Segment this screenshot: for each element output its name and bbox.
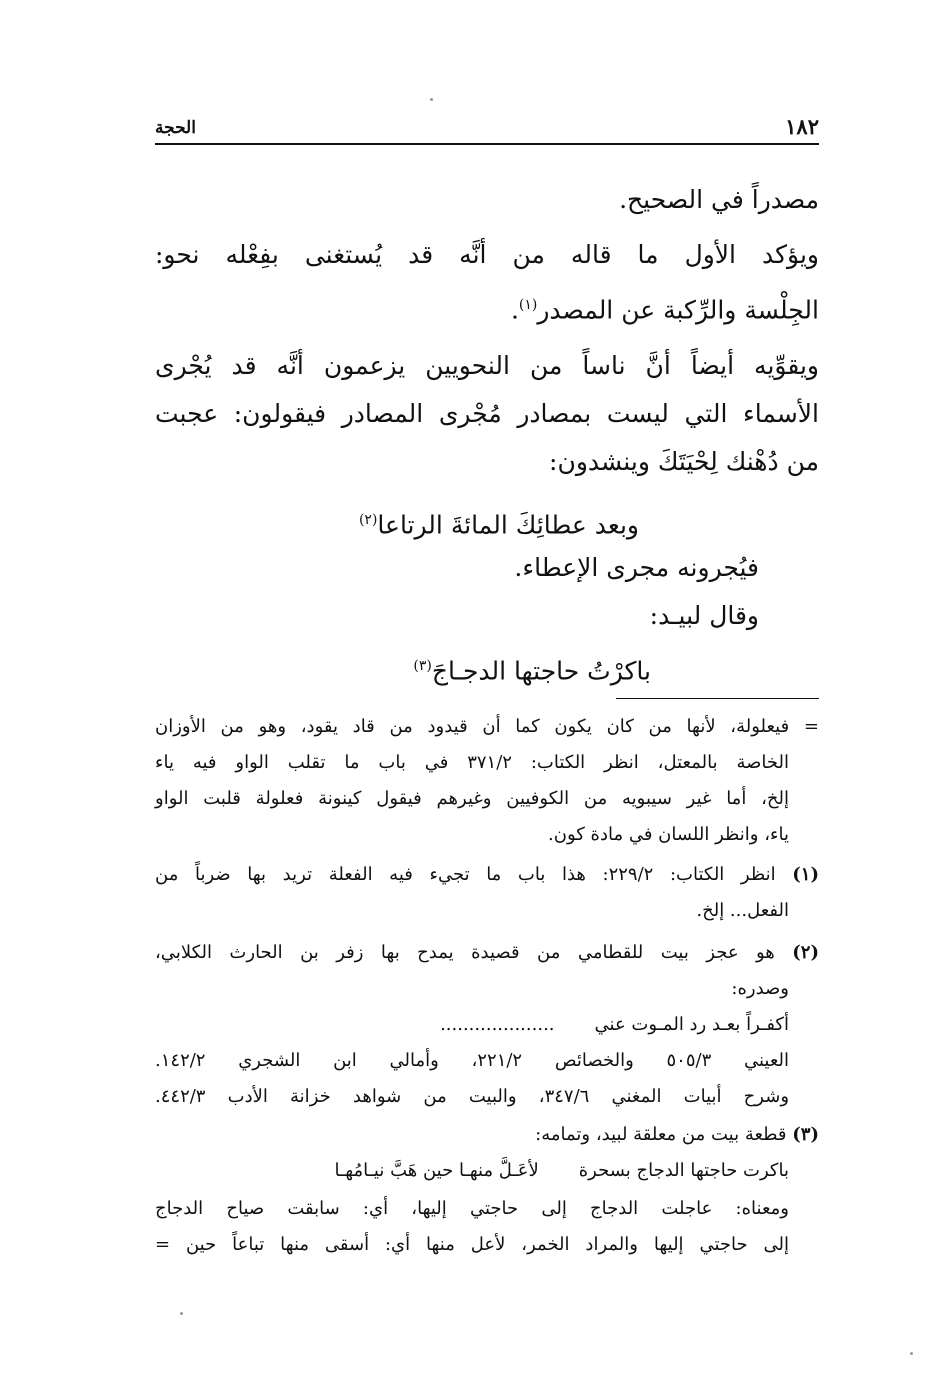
footnote-2-number: (٢) [792, 942, 819, 963]
footnote-3-verse [334, 1156, 789, 1186]
footnote-ref-1: (١) [518, 297, 538, 313]
scan-speck [180, 1312, 183, 1315]
verse-ellipsis: .................... [440, 1014, 555, 1035]
footnote-3-line-4: إلى حاجتي إليها والمراد الخمر، لأعل منها أي: أسقى منها تباعاً حين = [155, 1234, 789, 1255]
footnote-continued-line-2: الخاصة بالمعتل، انظر الكتاب: ٣٧١/٢ في باب ما تقلب الواو فيه ياء [155, 752, 789, 773]
verse-commentary: فيُجرونه مجرى الإعطاء. [514, 553, 759, 582]
footnote-2-text: هو عجز بيت للقطامي من قصيدة يمدح بها زفر بن الحارث الكلابي، [155, 942, 775, 963]
paragraph-2-line-1: ويؤكد الأول ما قاله من أنَّه قد يُستغنى بفِعْله نحو: [155, 240, 819, 269]
verse-first-half: باكرت حاجتها الدجاج بسحرة [578, 1160, 789, 1181]
footnote-3-line-1 [535, 1120, 819, 1150]
footnote-2-line-4: العيني ٥٠٥/٣ والخصائص ٢٢١/٢، وأمالي ابن الشجري ١٤٢/٢. [155, 1050, 789, 1071]
page-number: ١٨٢ [785, 114, 819, 139]
footnote-continued-line-3: إلخ، أما غير سيبويه من الكوفيين وغيرهم فيقول كينونة فعلولة قلبت الواو [155, 788, 789, 809]
footnote-2-line-2: وصدره: [731, 978, 789, 999]
paragraph-3-line-1: ويقوِّيه أيضاً أنَّ ناساً من النحويين يزعمون أنَّه قد يُجْرى [155, 351, 819, 380]
footnote-separator [616, 698, 819, 699]
scan-speck [430, 98, 433, 101]
footnote-1-line-1 [155, 860, 819, 890]
running-title: الحجة [155, 118, 196, 138]
footnote-2-line-5: وشرح أبيات المغني ٣٤٧/٦، والبيت من شواهد خزانة الأدب ٤٤٢/٣. [155, 1086, 790, 1107]
footnote-2-verse [440, 1010, 789, 1040]
lubaid-intro: وقال لبيـد: [649, 601, 759, 630]
footnote-continued-line-4: ياء، وانظر اللسان في مادة كون. [548, 824, 789, 845]
verse-text: وبعد عطائِكَ المائةَ الرتاعا [377, 510, 639, 540]
line-end: . [510, 295, 519, 325]
footnote-3-line-3: ومعناه: عاجلت الدجاج إلى حاجتي إليها، أي: سابقت صياح الدجاج [155, 1198, 789, 1219]
page-header [155, 112, 819, 144]
verse-2 [413, 646, 651, 691]
paragraph-2-line-2 [511, 285, 819, 330]
paragraph-1: مصدراً في الصحيح. [619, 185, 819, 214]
footnote-3-text: قطعة بيت من معلقة لبيد، وتمامه: [535, 1124, 787, 1145]
footnote-1-line-2: الفعل... إلخ. [696, 900, 789, 921]
footnote-continued-line-1: = فيعلولة، لأنها من كان يكون كما أن قيدود من قاد يقود، وهو من الأوزان [155, 716, 819, 737]
footnote-1-text: انظر الكتاب: ٢٢٩/٢: هذا باب ما تجيء فيه الفعلة تريد بها ضرباً من [155, 864, 776, 885]
verse-1 [359, 500, 639, 545]
scan-speck [910, 1352, 913, 1355]
paragraph-3-line-3: من دُهْنك لِحْيَتَكَ وينشدون: [549, 447, 819, 476]
footnote-1-number: (١) [792, 864, 819, 885]
paragraph-3-line-2: الأسماء التي ليست بمصادر مُجْرى المصادر فيقولون: عجبت [155, 399, 819, 428]
verse-text: باكرْتُ حاجتها الدجـاجَ [431, 656, 651, 686]
footnote-ref-2: (٢) [358, 512, 378, 528]
header-rule [155, 143, 819, 145]
verse-second-half: لأعَـلَّ منهـا حين هَبَّ نيـامُهـا [334, 1160, 539, 1181]
verse-first-half: أكفـراً بعـد رد المـوت عني [594, 1014, 789, 1035]
footnote-ref-3: (٣) [413, 658, 432, 674]
footnote-3-number: (٣) [792, 1124, 819, 1145]
footnote-2-line-1 [155, 938, 819, 968]
line-text: الجِلْسة والرِّكبة عن المصدر [537, 295, 819, 325]
